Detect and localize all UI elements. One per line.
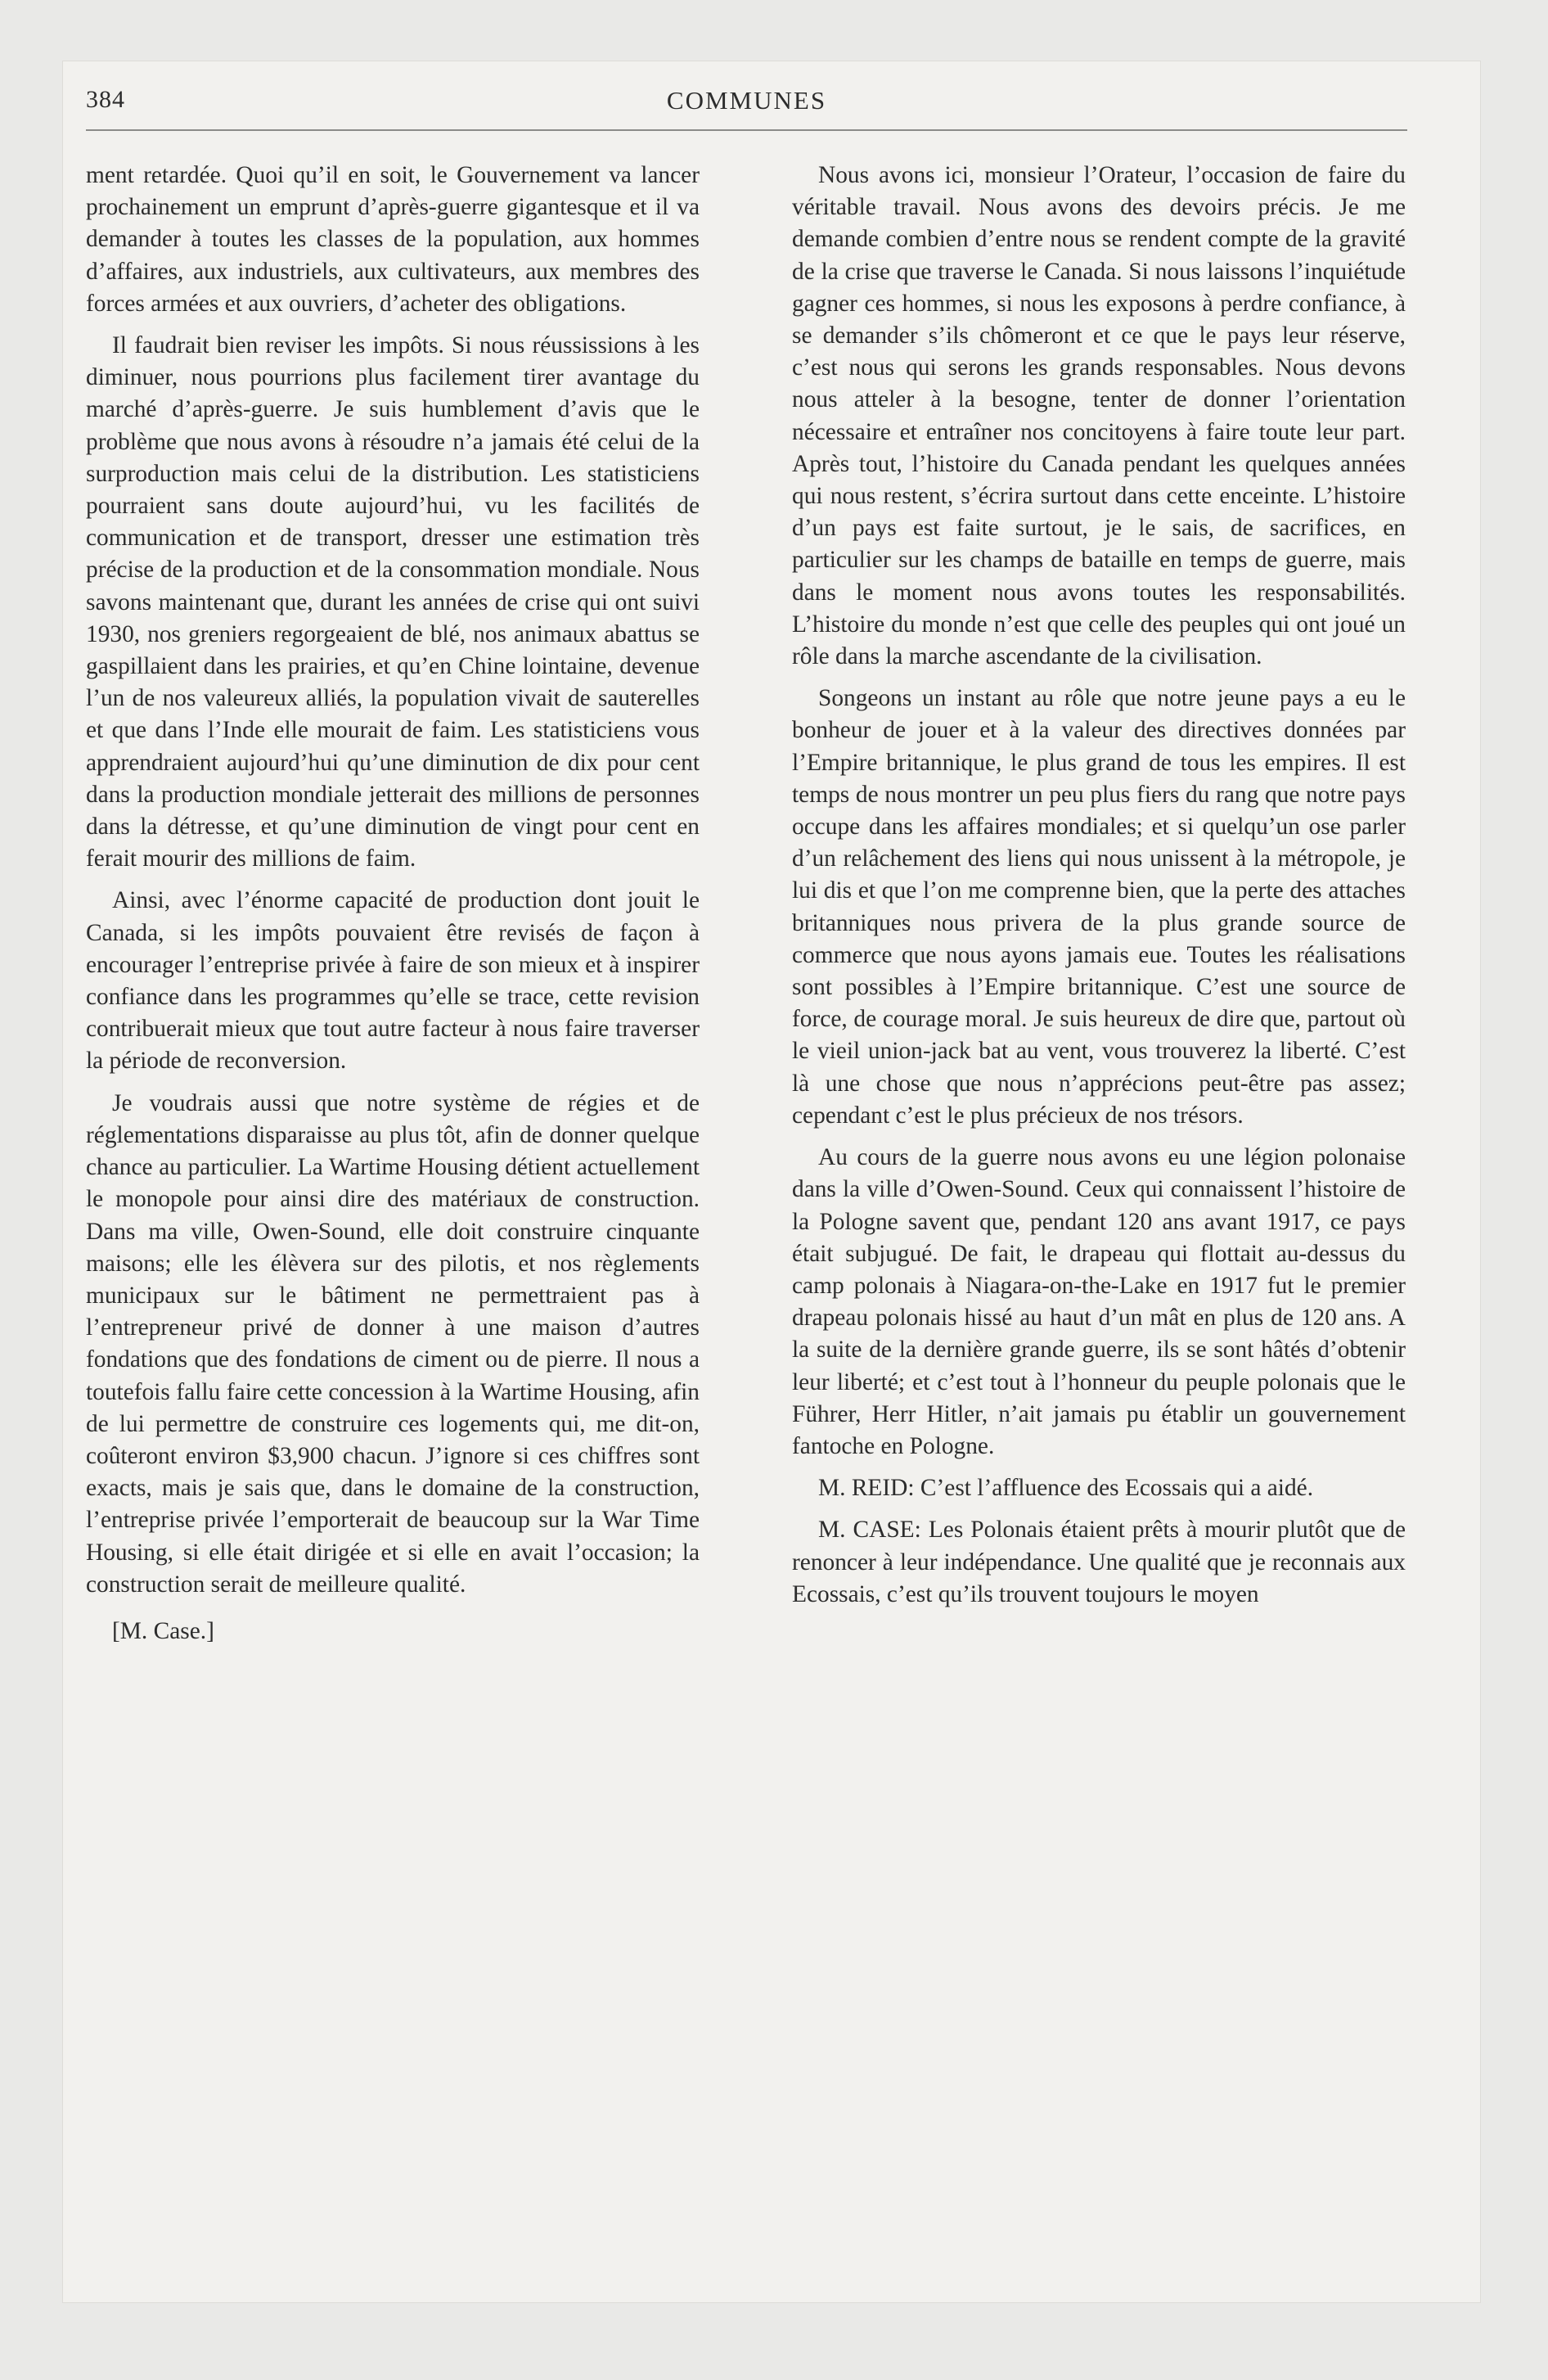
left-paragraph-2: Il faudrait bien reviser les impôts. Si nous réussissions à les diminuer, nous pourrions plus facilement tirer avantage du marché d’après-guerre. Je suis humblement d’avis que le problème que nous avons à résoudre n’a jamais été celui de la surproduction mais celui de la distribution. Les statisticiens pourraient sans doute aujourd’hui, vu les facilités de communication et de transport, dresser une estimation très précise de la production et de la consommation mondiale. Nous savons maintenant que, durant les années de crise qui ont suivi 1930, nos greniers regorgeaient de blé, nos animaux abattus se gaspillaient dans les prairies, et qu’en Chine lointaine, devenue l’un de nos valeureux alliés, la population vivait de sauterelles et que dans l’Inde elle mourait de faim. Les statisticiens vous apprendraient aujourd’hui qu’une diminution de dix pour cent dans la production mondiale jetterait des millions de personnes dans la détresse, et qu’une diminution de vingt pour cent en ferait mourir des millions de faim.: [86, 332, 700, 872]
right-column: [792, 160, 1406, 1620]
right-paragraph-2: Songeons un instant au rôle que notre jeune pays a eu le bonheur de jouer et à la valeur des directives données par l’Empire britannique, le plus grand de tous les empires. Il est temps de nous montrer un peu plus fiers du rang que notre pays occupe dans les affaires mondiales; et si quelqu’un ose parler d’un relâchement des liens qui nous unissent à la métropole, je lui dis et que l’on me comprenne bien, que la perte des attaches britanniques nous privera de la plus grande source de commerce que nous ayons jamais eue. Toutes les réalisations sont possibles à l’Empire britannique. C’est une source de force, de courage moral. Je suis heureux de dire que, partout où le vieil union-jack bat au vent, vous trouverez la liberté. C’est là une chose que nous n’apprécions peut-être pas assez; cependant c’est le plus précieux de nos trésors.: [792, 685, 1406, 1129]
right-paragraph-5: M. CASE: Les Polonais étaient prêts à mourir plutôt que de renoncer à leur indépendance. Une qualité que je reconnais aux Ecossais, c’est qu’ils trouvent toujours le moyen: [792, 1517, 1406, 1607]
left-paragraph-4: Je voudrais aussi que notre système de régies et de réglementations disparaisse au plus tôt, afin de donner quelque chance au particulier. La Wartime Housing détient actuellement le monopole pour ainsi dire des matériaux de construction. Dans ma ville, Owen-Sound, elle doit construire cinquante maisons; elle les élèvera sur des pilotis, et nos règlements municipaux sur le bâtiment ne permettraient pas à l’entrepreneur privé de donner à une maison d’autres fondations que des fondations de ciment ou de pierre. Il nous a toutefois fallu faire cette concession à la Wartime Housing, afin de lui permettre de construire ces logements qui, me dit-on, coûteront environ $3,900 chacun. J’ignore si ces chiffres sont exacts, mais je sais que, dans le domaine de la construction, l’entreprise privée l’emporterait de beaucoup sur la War Time Housing, si elle était dirigée et si elle en avait l’occasion; la construction serait de meilleure qualité.: [86, 1089, 700, 1598]
speaker-note: [M. Case.]: [112, 1617, 214, 1644]
right-paragraph-3: Au cours de la guerre nous avons eu une légion polonaise dans la ville d’Owen-Sound. Ceux qui connaissent l’histoire de la Pologne savent que, pendant 120 ans avant 1917, ce pays était subjugué. De fait, le drapeau qui flottait au-dessus du camp polonais à Niagara-on-the-Lake en 1917 fut le premier drapeau polonais hissé au haut d’un mât en plus de 120 ans. A la suite de la dernière grande guerre, ils se sont hâtés d’obtenir leur liberté; et c’est tout à l’honneur du peuple polonais que le Führer, Herr Hitler, n’ait jamais pu établir un gouvernement fantoche en Pologne.: [792, 1144, 1406, 1459]
left-paragraph-3: Ainsi, avec l’énorme capacité de production dont jouit le Canada, si les impôts pouvaient être revisés de façon à encourager l’entreprise privée à faire de son mieux et à inspirer confiance dans les programmes qu’elle se trace, cette revision contribuerait mieux que tout autre facteur à nous faire traverser la période de reconversion.: [86, 887, 700, 1075]
right-paragraph-1: Nous avons ici, monsieur l’Orateur, l’occasion de faire du véritable travail. Nous avons des devoirs précis. Je me demande combien d’entre nous se rendent compte de la gravité de la crise que traverse le Canada. Si nous laissons l’inquiétude gagner ces hommes, si nous les exposons à perdre confiance, à se demander s’ils chômeront et ce que le pays leur réserve, c’est nous qui serons les grands responsables. Nous devons nous atteler à la besogne, tenter de donner l’orientation nécessaire et entraîner nos concitoyens à faire toute leur part. Après tout, l’histoire du Canada pendant les quelques années qui nous restent, s’écrira surtout dans cette enceinte. L’histoire d’un pays est faite surtout, je le sais, de sacrifices, en particulier sur les champs de bataille en temps de guerre, mais dans le moment nous avons toutes les responsabilités. L’histoire du monde n’est que celle des peuples qui ont joué un rôle dans la marche ascendante de la civilisation.: [792, 162, 1406, 670]
left-column: [86, 160, 700, 1657]
header-rule: [86, 129, 1407, 131]
left-paragraph-1: ment retardée. Quoi qu’il en soit, le Gouvernement va lancer prochainement un emprunt d’après-guerre gigantesque et il va demander à toutes les classes de la population, aux hommes d’affaires, aux industriels, aux cultivateurs, aux membres des forces armées et aux ouvriers, d’acheter des obligations.: [86, 162, 700, 317]
page-header: [86, 86, 1407, 135]
page-number: 384: [86, 86, 125, 113]
right-paragraph-4: M. REID: C’est l’affluence des Ecossais qui a aidé.: [818, 1475, 1314, 1502]
running-head: COMMUNES: [666, 86, 827, 115]
